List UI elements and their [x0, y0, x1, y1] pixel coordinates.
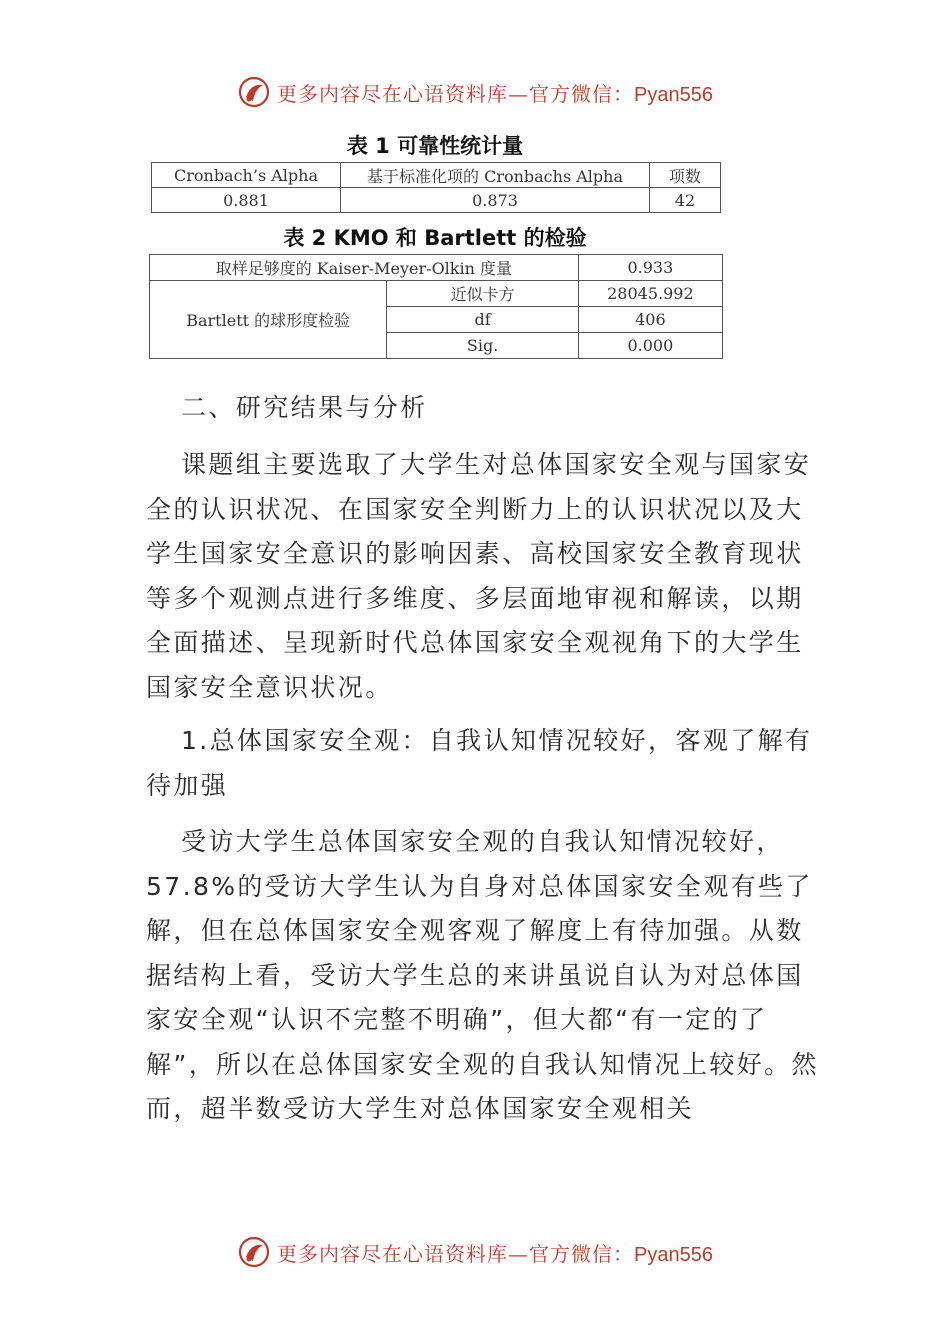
banner-text: 更多内容尽在心语资料库—官方微信：Pyan556 — [277, 1241, 713, 1266]
brand-logo-icon — [237, 1235, 271, 1269]
banner-wechat: Pyan556 — [634, 83, 713, 106]
table-cell: 28045.992 — [578, 281, 722, 307]
table-cell: 近似卡方 — [387, 281, 578, 307]
table1-caption: 表 1 可靠性统计量 — [346, 134, 524, 158]
table-cell: 406 — [578, 307, 722, 333]
table-cell: 42 — [650, 188, 721, 213]
table-header-cell: 项数 — [650, 163, 721, 188]
banner-wechat: Pyan556 — [634, 1243, 713, 1266]
footer-banner — [0, 1232, 950, 1272]
bartlett-label-cell: Bartlett 的球形度检验 — [150, 281, 387, 359]
paragraph-2: 受访大学生总体国家安全观的自我认知情况较好，57.8%的受访大学生认为自身对总体国家安全观有些了解，但在总体国家安全观客观了解度上有待加强。从数据结构上看，受访大学生总的来讲虽说自认为对总体国家安全观“认识不完整不明确”，但大都“有一定的了解”，所以在总体国家安全观的自我认知情况上较好。然而，超半数受访大学生对总体国家安全观相关 — [146, 827, 819, 1123]
table-header-cell: Cronbach’s Alpha — [152, 163, 341, 188]
table-cell: 0.881 — [152, 188, 341, 213]
table-cell: df — [387, 307, 578, 333]
kmo-bartlett-table — [149, 254, 723, 359]
reliability-table — [151, 162, 721, 213]
brand-logo-icon — [237, 75, 271, 109]
table-cell: Sig. — [387, 333, 578, 359]
table-row — [150, 281, 723, 307]
table-cell: 0.873 — [341, 188, 650, 213]
table-row — [152, 163, 721, 188]
table-cell: 0.000 — [578, 333, 722, 359]
kmo-label-cell: 取样足够度的 Kaiser-Meyer-Olkin 度量 — [150, 255, 579, 281]
banner-text: 更多内容尽在心语资料库—官方微信：Pyan556 — [277, 81, 713, 106]
subheading-1: 1.总体国家安全观：自我认知情况较好，客观了解有待加强 — [146, 726, 813, 800]
header-banner — [0, 72, 950, 112]
table-row — [152, 188, 721, 213]
table-header-cell: 基于标准化项的 Cronbachs Alpha — [341, 163, 650, 188]
kmo-value-cell: 0.933 — [578, 255, 722, 281]
paragraph-1: 课题组主要选取了大学生对总体国家安全观与国家安全的认识状况、在国家安全判断力上的认识状况以及大学生国家安全意识的影响因素、高校国家安全教育现状等多个观测点进行多维度、多层面地审视和解读，以期全面描述、呈现新时代总体国家安全观视角下的大学生国家安全意识状况。 — [146, 450, 812, 702]
section-heading: 二、研究结果与分析 — [181, 393, 428, 422]
table-row — [150, 255, 723, 281]
table2-caption: 表 2 KMO 和 Bartlett 的检验 — [283, 226, 587, 250]
